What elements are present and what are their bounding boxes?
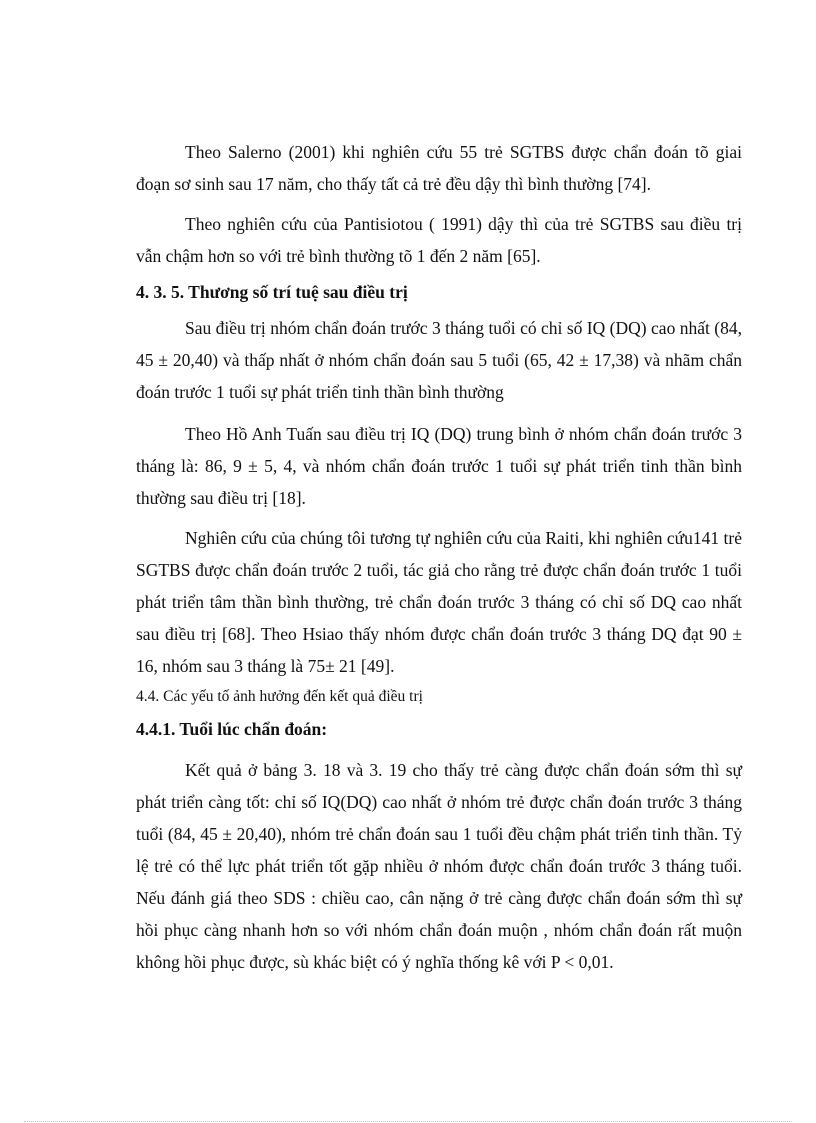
section-heading-4-4-1 [136, 717, 742, 741]
paragraph-age-at-diagnosis [136, 754, 742, 978]
section-heading-4-4 [136, 686, 742, 708]
paragraph-text: Sau điều trị nhóm chẩn đoán trước 3 tháng tuổi có chỉ số IQ (DQ) cao nhất (84, 45 ± 20,40) và thấp nhất ở nhóm chẩn đoán sau 5 tuổi (65, 42 ± 17,38) và nhãm chẩn đoán trước 1 tuổi sự phát triển tinh thần bình thường [136, 318, 742, 402]
heading-text: 4. 3. 5. Thương số trí tuệ sau điều trị [136, 282, 408, 302]
page-bottom-divider [24, 1121, 792, 1122]
paragraph-text: Theo Hồ Anh Tuấn sau điều trị IQ (DQ) trung bình ở nhóm chẩn đoán trước 3 tháng là: 86, 9 ± 5, 4, và nhóm chẩn đoán trước 1 tuổi sự phát triển tinh thần bình thường sau điều trị [18]. [136, 424, 742, 508]
heading-text: 4.4.1. Tuổi lúc chẩn đoán: [136, 719, 328, 739]
heading-text: 4.4. Các yếu tố ảnh hưởng đến kết quả điều trị [136, 688, 423, 705]
paragraph-ho-anh-tuan [136, 418, 742, 514]
paragraph-text: Kết quả ở bảng 3. 18 và 3. 19 cho thấy trẻ càng được chẩn đoán sớm thì sự phát triển càng tốt: chỉ số IQ(DQ) cao nhất ở nhóm trẻ được chẩn đoán trước 3 tháng tuổi (84, 45 ± 20,40), nhóm trẻ chẩn đoán sau 1 tuổi đều chậm phát triển tinh thần. Tỷ lệ trẻ có thể lực phát triển tốt gặp nhiều ở nhóm được chẩn đoán trước 3 tháng tuổi. Nếu đánh giá theo SDS : chiều cao, cân nặng ở trẻ càng được chẩn đoán sớm thì sự hồi phục càng nhanh hơn so với nhóm chẩn đoán muộn , nhóm chẩn đoán rất muộn không hồi phục được, sù khác biệt có ý nghĩa thống kê với P < 0,01. [136, 760, 742, 972]
paragraph-iq-after-treatment [136, 312, 742, 408]
paragraph-text: Theo nghiên cứu của Pantisiotou ( 1991) dậy thì của trẻ SGTBS sau điều trị vẫn chậm hơn so với trẻ bình thường tõ 1 đến 2 năm [65]. [136, 214, 742, 266]
paragraph-text: Theo Salerno (2001) khi nghiên cứu 55 trẻ SGTBS được chẩn đoán tõ giai đoạn sơ sinh sau 17 năm, cho thấy tất cả trẻ đều dậy thì bình thường [74]. [136, 142, 742, 194]
paragraph-raiti-hsiao [136, 522, 742, 682]
paragraph-text: Nghiên cứu của chúng tôi tương tự nghiên cứu của Raiti, khi nghiên cứu141 trẻ SGTBS được chẩn đoán trước 2 tuổi, tác giả cho rằng trẻ được chẩn đoán trước 1 tuổi phát triển tâm thần bình thường, trẻ chẩn đoán trước 3 tháng có chỉ số DQ cao nhất sau điều trị [68]. Theo Hsiao thấy nhóm được chẩn đoán trước 3 tháng DQ đạt 90 ± 16, nhóm sau 3 tháng là 75± 21 [49]. [136, 528, 742, 676]
paragraph-pantisiotou [136, 208, 742, 272]
paragraph-salerno [136, 136, 742, 200]
section-heading-4-3-5 [136, 280, 742, 304]
